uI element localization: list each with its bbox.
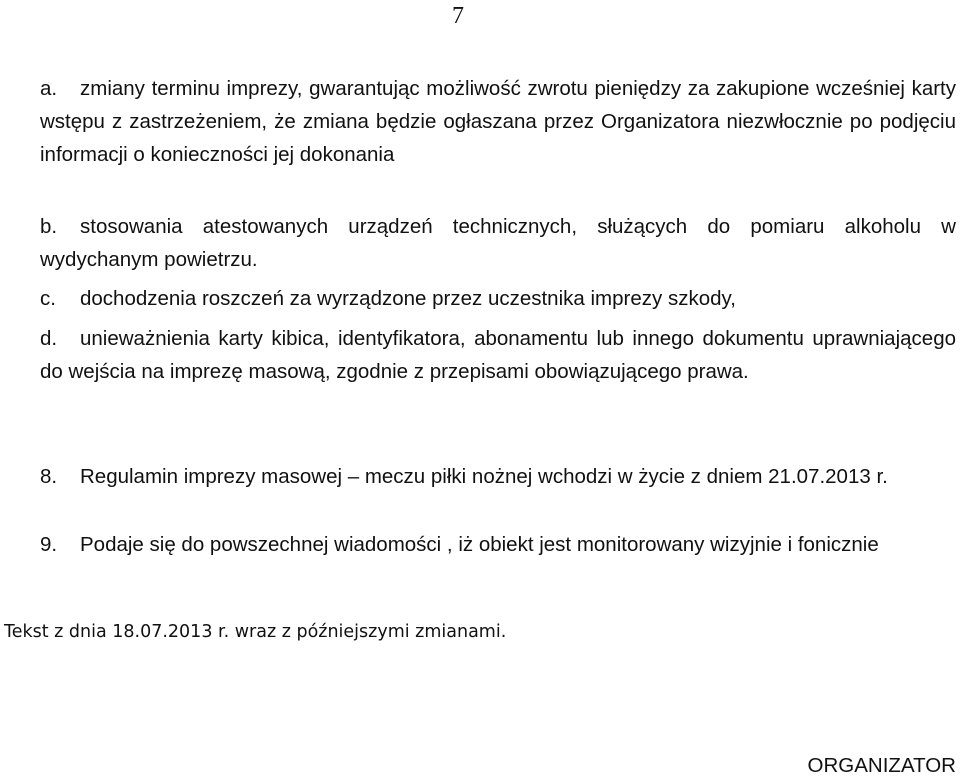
list-item-d [40, 322, 956, 388]
list-item-text: zmiany terminu imprezy, gwarantując możliwość zwrotu pieniędzy za zakupione wcześniej karty wstępu z zastrzeżeniem, że zmiana będzie ogłaszana przez Organizatora niezwłocznie po podjęciu informacji o konieczności jej dokonania [40, 77, 956, 166]
list-item-8 [40, 460, 956, 493]
signature: ORGANIZATOR [807, 754, 956, 777]
list-marker: c. [40, 287, 56, 310]
list-item-text: Regulamin imprezy masowej – meczu piłki nożnej wchodzi w życie z dniem 21.07.2013 r. [80, 465, 888, 488]
page-number: 7 [452, 3, 464, 29]
list-item-text: dochodzenia roszczeń za wyrządzone przez uczestnika imprezy szkody, [80, 287, 736, 310]
list-marker: 9. [40, 533, 58, 556]
list-marker: d. [40, 327, 58, 350]
list-item-c [40, 282, 956, 315]
list-item-text: stosowania atestowanych urządzeń technicznych, służących do pomiaru alkoholu w wydychanym powietrzu. [40, 215, 956, 271]
list-item-text: Podaje się do powszechnej wiadomości , iż obiekt jest monitorowany wizyjnie i fonicznie [80, 533, 879, 556]
list-item-b [40, 210, 956, 276]
list-marker: a. [40, 77, 58, 100]
list-item-9 [40, 528, 956, 561]
list-marker: b. [40, 215, 58, 238]
list-item-a [40, 72, 956, 171]
list-marker: 8. [40, 465, 58, 488]
footer-note: Tekst z dnia 18.07.2013 r. wraz z późniejszymi zmianami. [4, 622, 507, 642]
list-item-text: unieważnienia karty kibica, identyfikatora, abonamentu lub innego dokumentu uprawniającego do wejścia na imprezę masową, zgodnie z przepisami obowiązującego prawa. [40, 327, 956, 383]
